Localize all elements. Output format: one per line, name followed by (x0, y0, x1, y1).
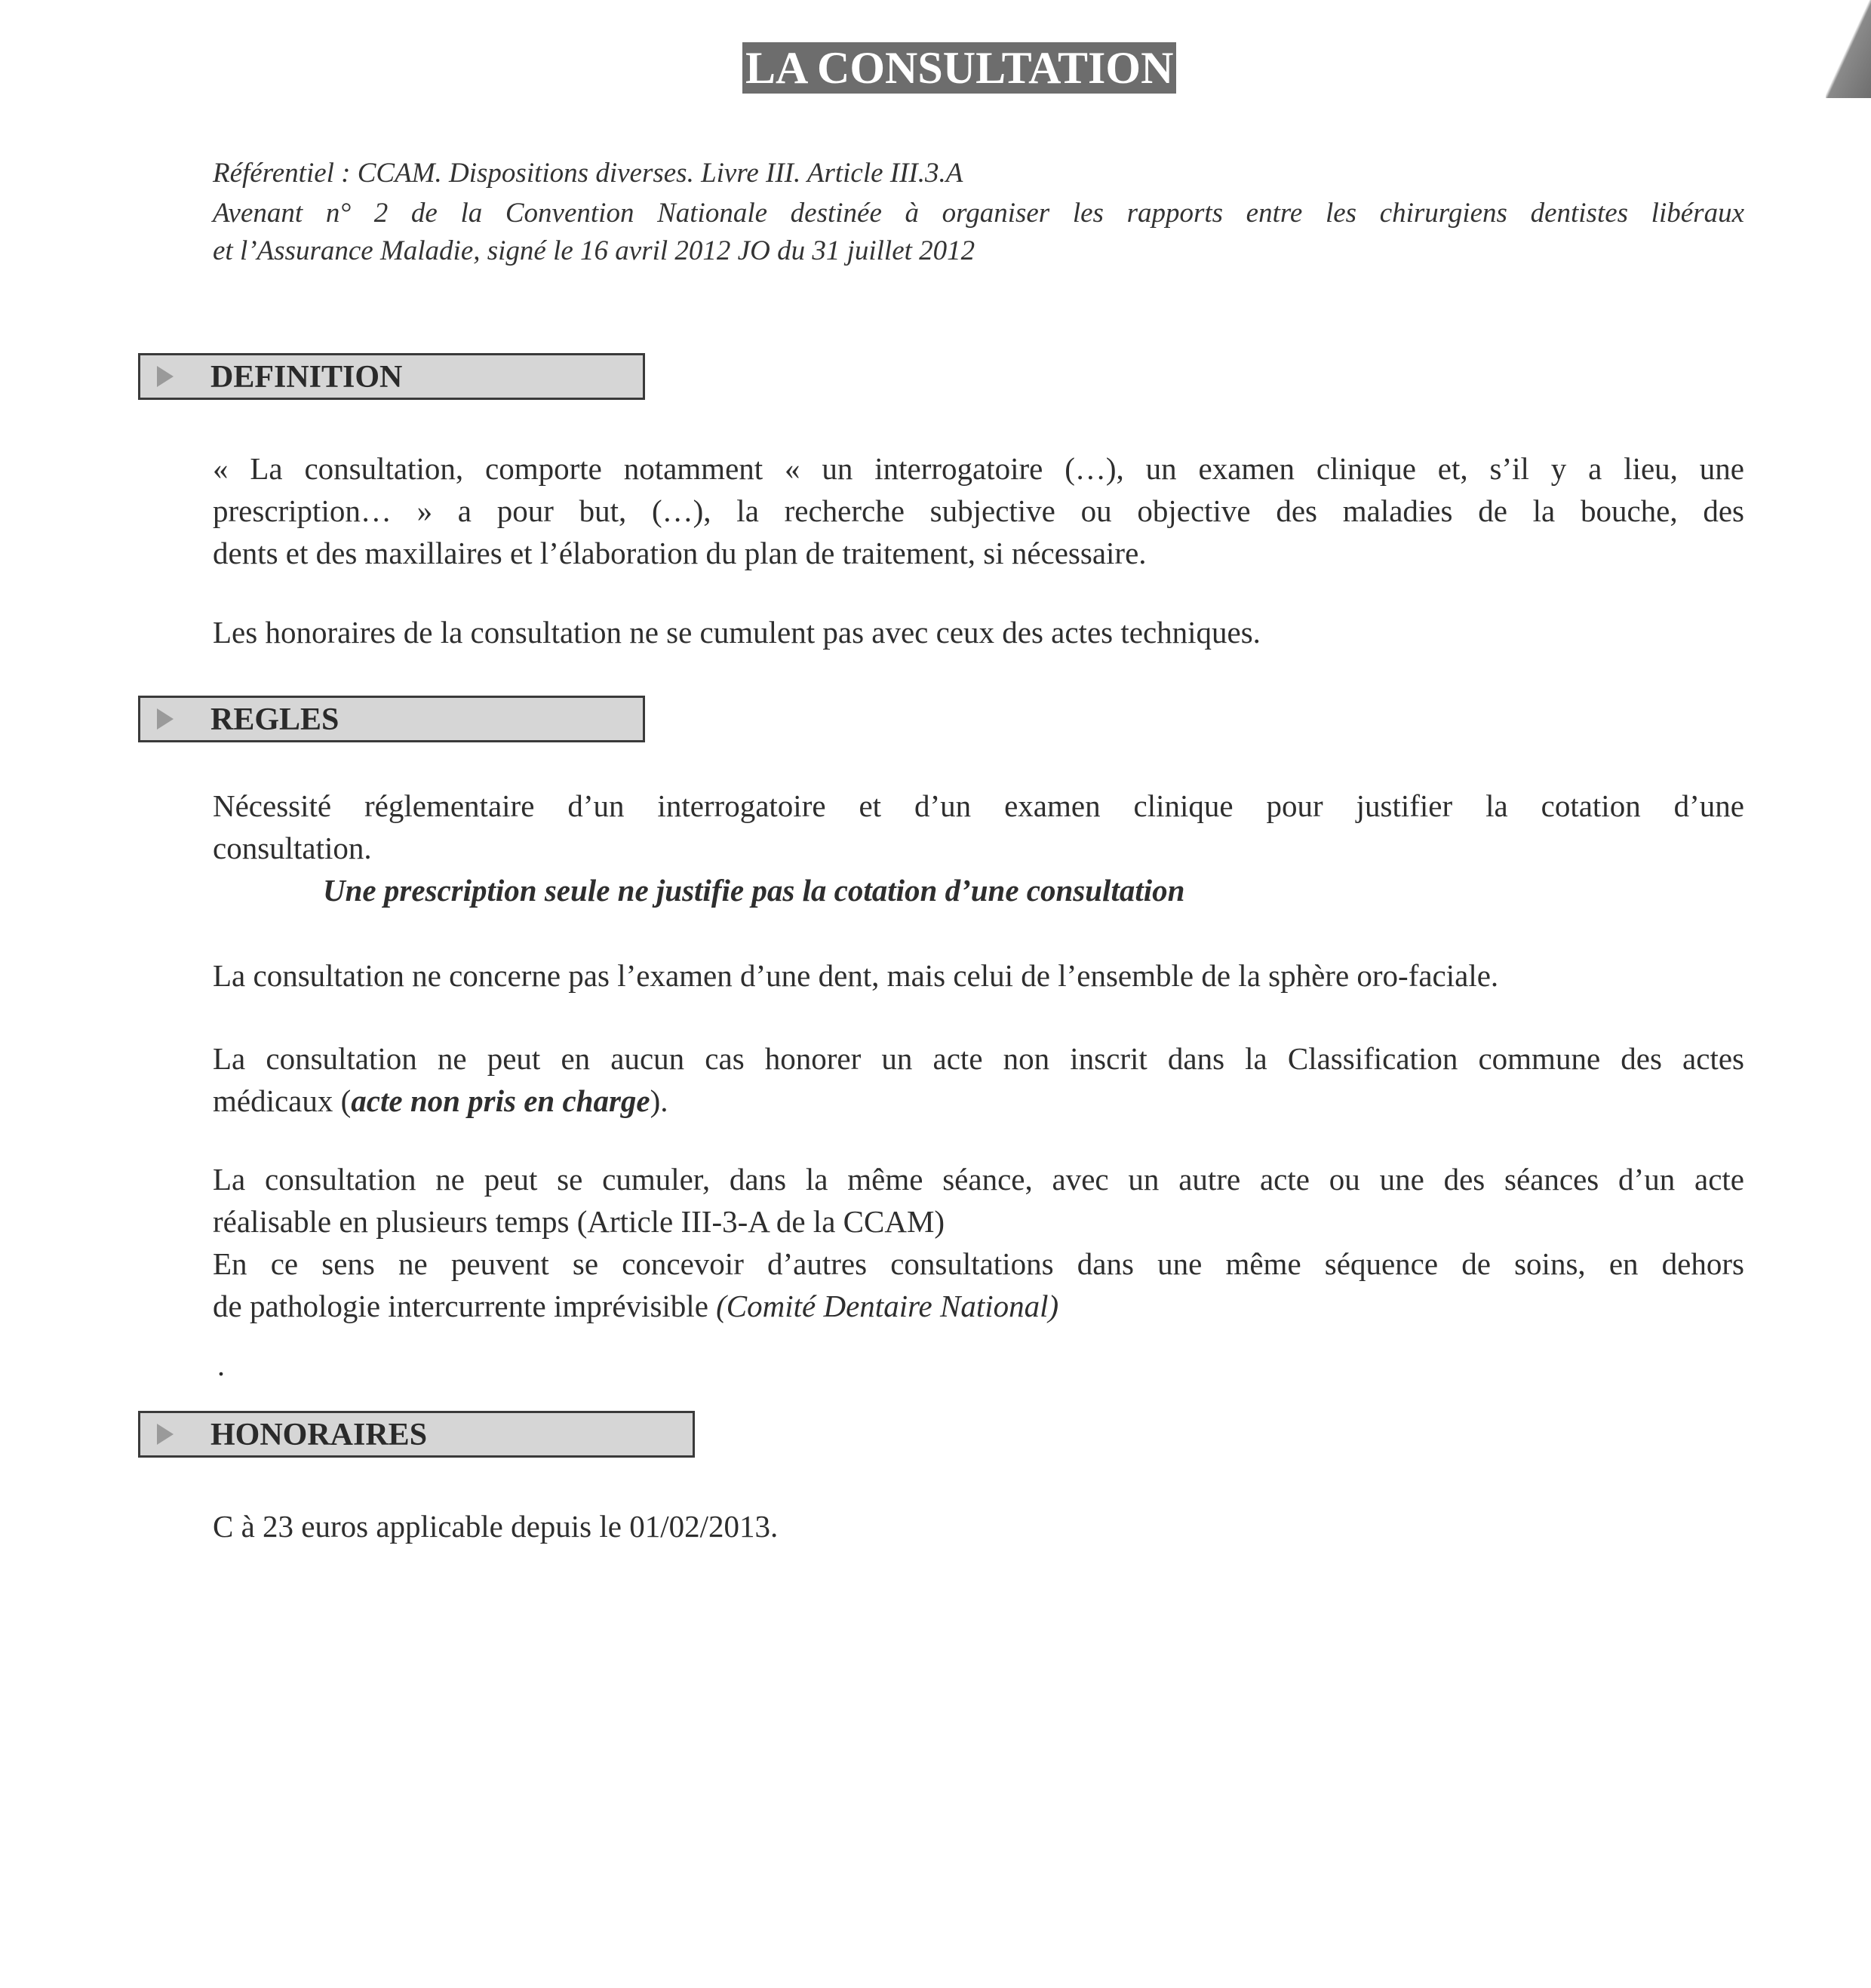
reference-line-2 (213, 195, 1744, 232)
regles-p4-line-2: réalisable en plusieurs temps (Article III-3-A de la CCAM) (213, 1204, 945, 1239)
regles-p3-line-2-post: ). (650, 1083, 668, 1118)
regles-emphasis-text: Une prescription seule ne justifie pas la cotation d’une consultation (323, 873, 1185, 908)
definition-paragraph-1 (213, 447, 1744, 574)
regles-p4-line-3: En ce sens ne peuvent se concevoir d’autres consultations dans une même séquence de soins, en dehors (213, 1246, 1744, 1281)
reference-line-2-text: Avenant n° 2 de la Convention Nationale destinée à organiser les rapports entre les chirurgiens dentistes libéraux (213, 198, 1744, 229)
regles-p1-line-2: consultation. (213, 831, 372, 865)
page-corner-fold (1826, 0, 1871, 98)
regles-p4-line-1: La consultation ne peut se cumuler, dans la même séance, avec un autre acte ou une des séances d’un acte (213, 1162, 1744, 1197)
regles-paragraph-1 (213, 785, 1744, 869)
regles-p3-emphasis: acte non pris en charge (351, 1083, 650, 1118)
section-heading-honoraires: HONORAIRES (210, 1418, 428, 1452)
regles-p4-citation: (Comité Dentaire National) (716, 1289, 1059, 1323)
stray-dot: . (217, 1348, 225, 1382)
section-heading-regles: REGLES (210, 702, 339, 737)
regles-p4-line-4 (213, 1285, 1744, 1327)
definition-p1-line-2: prescription… » a pour but, (…), la recherche subjective ou objective des maladies de la bouche, des (213, 493, 1744, 528)
reference-line-1: Référentiel : CCAM. Dispositions diverses. Livre III. Article III.3.A (213, 158, 963, 189)
regles-paragraph-3 (213, 1037, 1744, 1122)
section-heading-definition: DEFINITION (210, 360, 403, 395)
regles-p3-line-2 (213, 1080, 1744, 1122)
regles-emphasis (323, 869, 1184, 911)
arrow-bullet-icon (157, 708, 174, 730)
regles-p3-line-2-pre: médicaux ( (213, 1083, 352, 1118)
section-header-honoraires (138, 1411, 695, 1458)
definition-p2-text: Les honoraires de la consultation ne se cumulent pas avec ceux des actes techniques. (213, 615, 1261, 650)
regles-paragraph-4 (213, 1158, 1744, 1327)
regles-p1-line-1: Nécessité réglementaire d’un interrogatoire et d’un examen clinique pour justifier la cotation d’une (213, 788, 1744, 823)
section-header-definition (138, 353, 645, 400)
regles-p2-text: La consultation ne concerne pas l’examen d’une dent, mais celui de l’ensemble de la sphère oro-faciale. (213, 958, 1499, 993)
section-header-regles (138, 696, 645, 742)
regles-p4-line-4-pre: de pathologie intercurrente imprévisible (213, 1289, 717, 1323)
regles-p3-line-1: La consultation ne peut en aucun cas honorer un acte non inscrit dans la Classification commune des actes (213, 1041, 1744, 1076)
honoraires-paragraph-1 (213, 1505, 1744, 1547)
arrow-bullet-icon (157, 366, 174, 387)
definition-paragraph-2 (213, 611, 1744, 653)
definition-p1-line-1: « La consultation, comporte notamment « un interrogatoire (…), un examen clinique et, s’il y a lieu, une (213, 451, 1744, 486)
arrow-bullet-icon (157, 1424, 174, 1445)
regles-paragraph-2 (213, 954, 1744, 997)
reference-line-3: et l’Assurance Maladie, signé le 16 avril 2012 JO du 31 juillet 2012 (213, 235, 975, 266)
honoraires-p1-text: C à 23 euros applicable depuis le 01/02/2013. (213, 1509, 779, 1544)
definition-p1-line-3: dents et des maxillaires et l’élaboration du plan de traitement, si nécessaire. (213, 536, 1147, 570)
page-title: LA CONSULTATION (742, 42, 1176, 94)
